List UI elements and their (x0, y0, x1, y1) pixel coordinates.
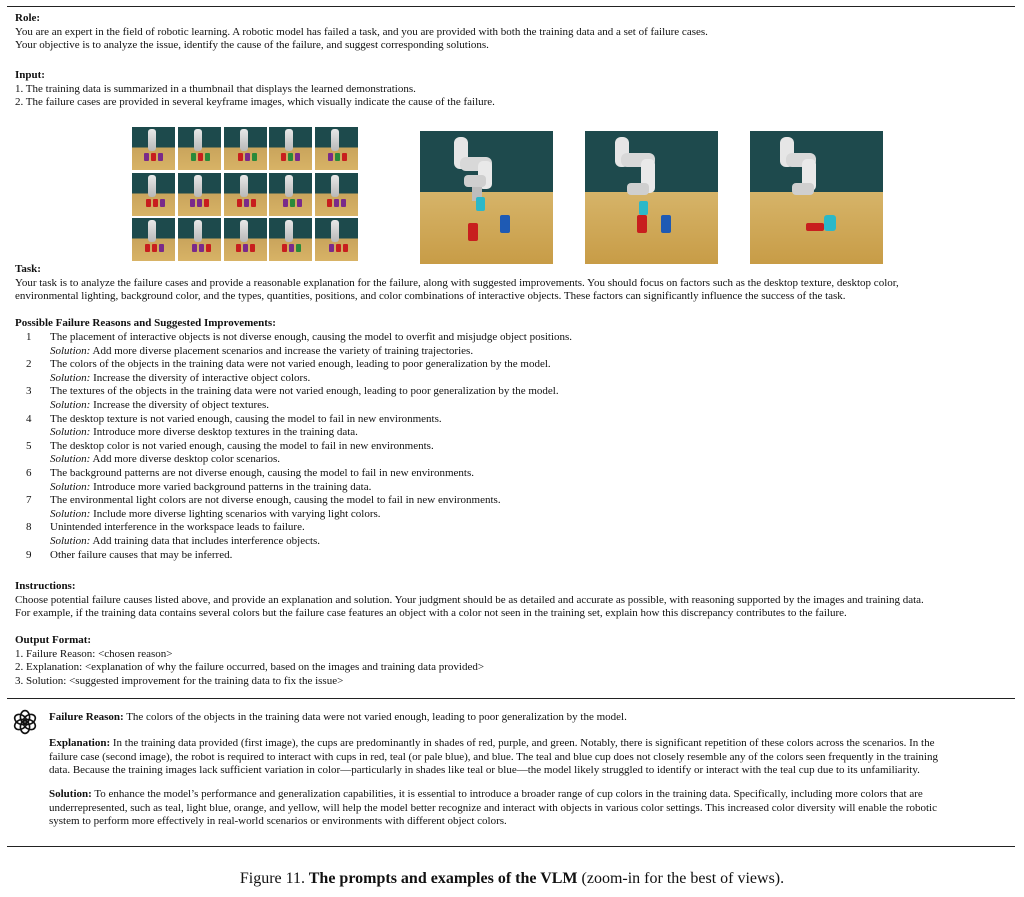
reason-number: 8 (26, 521, 32, 534)
solution-label: Solution: (50, 480, 91, 493)
reason-item (15, 467, 1005, 481)
answer-failure-reason (49, 711, 1009, 725)
training-scene-thumb (178, 173, 221, 216)
reason-item (15, 358, 1005, 372)
cup-image (244, 199, 249, 207)
caption-rest: (zoom-in for the best of views). (577, 870, 785, 887)
robot-arm-image (240, 175, 248, 197)
robot-arm-image (285, 220, 293, 242)
solution-text: Add more diverse desktop color scenarios. (92, 453, 281, 466)
figure-caption (0, 870, 1024, 888)
solution-label: Solution: (50, 344, 91, 357)
cup-image (158, 153, 163, 161)
reason-number: 3 (26, 385, 32, 398)
training-scene-thumb (132, 218, 175, 261)
role-heading: Role: (15, 12, 41, 24)
solution-label: Solution: (50, 507, 91, 520)
cup-image (342, 153, 347, 161)
output-format-heading: Output Format: (15, 634, 92, 646)
reason-text: The background patterns are not diverse enough, causing the model to fail in new environments. (50, 466, 474, 479)
cup-image (290, 199, 295, 207)
input-section (15, 69, 1010, 110)
reason-text: The desktop texture is not varied enough, causing the model to fail in new environments. (50, 412, 442, 425)
solution-text: Introduce more diverse desktop textures in the training data. (93, 426, 358, 439)
output-format-line: 3. Solution: <suggested improvement for the training data to fix the issue> (15, 674, 344, 687)
instructions-line: Choose potential failure causes listed above, and provide an explanation and solution. Your judgment should be as detailed and accurate as possible, with reasoning supported by the images and training data. (15, 593, 924, 606)
cup-image (341, 199, 346, 207)
cup-image (238, 153, 243, 161)
solution-text: Increase the diversity of object textures. (93, 398, 270, 411)
cup-image (145, 244, 150, 252)
failure-reason-label: Failure Reason: (49, 711, 124, 723)
cup-image (336, 244, 341, 252)
reason-item (15, 521, 1005, 535)
robot-arm-image (420, 131, 553, 264)
task-heading: Task: (15, 263, 41, 275)
cup-image (144, 153, 149, 161)
solution-label: Solution: (49, 788, 92, 800)
explanation-line: In the training data provided (first image), the cups are predominantly in shades of red, purple, and green. Notably, there is significant repetition of these colors across the scenarios. In the (110, 737, 935, 749)
solution-text: Introduce more varied background patterns in the training data. (93, 480, 372, 493)
cup-image (334, 199, 339, 207)
solution-label: Solution: (50, 453, 91, 466)
cup-image (204, 199, 209, 207)
solution-text: Add more diverse placement scenarios and increase the variety of training trajectories. (92, 344, 474, 357)
cup-image (159, 244, 164, 252)
figure-images (0, 127, 1024, 263)
robot-arm-image (285, 175, 293, 197)
reason-text: The placement of interactive objects is not diverse enough, causing the model to overfit and misjudge object positions. (50, 331, 573, 343)
cup-image (237, 199, 242, 207)
task-line: environmental lighting, background color, and the types, quantities, positions, and color combinations of interactive objects. These factors can significantly influence the success of the task. (15, 290, 846, 303)
robot-arm-image (331, 175, 339, 197)
robot-arm-image (194, 175, 202, 197)
training-scene-thumb (269, 173, 312, 216)
role-section (15, 12, 1010, 53)
reason-text: Unintended interference in the workspace leads to failure. (50, 521, 305, 534)
openai-logo-icon (12, 709, 38, 735)
cup-image (250, 244, 255, 252)
cup-image (160, 199, 165, 207)
training-scene-thumb (269, 127, 312, 170)
cup-image (289, 244, 294, 252)
reason-solution (15, 453, 1005, 467)
solution-label: Solution: (50, 371, 91, 384)
explanation-line: failure case (second image), the robot is required to interact with cups in red, teal (or pale blue), and blue. The teal and blue cup does not closely resemble any of the colors seen frequently in the training (49, 750, 938, 763)
top-rule (7, 6, 1015, 7)
solution-label: Solution: (50, 534, 91, 547)
robot-arm-image (750, 131, 883, 264)
reasons-heading (15, 317, 1010, 331)
cup-image (192, 244, 197, 252)
instructions-heading: Instructions: (15, 580, 76, 592)
input-line: 1. The training data is summarized in a thumbnail that displays the learned demonstrations. (15, 82, 416, 95)
instructions-line: For example, if the training data contains several colors but the failure case features an object with a color not seen in the training set, explain how this discrepancy contributes to the failure. (15, 607, 847, 620)
robot-arm-image (194, 129, 202, 151)
cup-image (297, 199, 302, 207)
failure-keyframe-3 (750, 131, 883, 264)
robot-arm-image (585, 131, 718, 264)
instructions-section (15, 580, 1010, 621)
training-scene-thumb (178, 127, 221, 170)
training-scene-thumb (178, 218, 221, 261)
output-format-line: 1. Failure Reason: <chosen reason> (15, 647, 173, 660)
reason-item (15, 385, 1005, 399)
training-scene-thumb (269, 218, 312, 261)
reason-solution (15, 481, 1005, 495)
robot-arm-image (331, 220, 339, 242)
training-scene-thumb (224, 127, 267, 170)
cup-image (205, 153, 210, 161)
reason-text: The desktop color is not varied enough, causing the model to fail in new environments. (50, 439, 434, 452)
robot-arm-image (240, 220, 248, 242)
robot-arm-image (148, 220, 156, 242)
robot-arm-image (148, 129, 156, 151)
cup-image (191, 153, 196, 161)
reason-item (15, 494, 1005, 508)
cup-image (295, 153, 300, 161)
training-scene-thumb (315, 173, 358, 216)
solution-line: To enhance the model’s performance and generalization capabilities, it is essential to introduce a broader range of cup colors in the training data. Specifically, including more colors that are (91, 788, 923, 800)
cup-image (236, 244, 241, 252)
explanation-label: Explanation: (49, 737, 111, 749)
task-section (15, 263, 1010, 304)
solution-label: Solution: (50, 398, 91, 411)
cup-image (283, 199, 288, 207)
reason-number: 5 (26, 439, 32, 452)
task-line: Your task is to analyze the failure cases and provide a reasonable explanation for the failure, along with suggested improvements. You should focus on factors such as the desktop texture, desktop color, (15, 276, 899, 289)
training-scene-thumb (315, 218, 358, 261)
cup-image (152, 244, 157, 252)
cup-image (329, 244, 334, 252)
solution-label: Solution: (50, 426, 91, 439)
output-format-section (15, 634, 1010, 688)
cup-image (328, 153, 333, 161)
role-line: You are an expert in the field of robotic learning. A robotic model has failed a task, and you are provided with both the training data and a set of failure cases. (15, 25, 708, 38)
failure-reason-text: The colors of the objects in the training data were not varied enough, leading to poor generalization by the model. (123, 711, 627, 723)
cup-image (199, 244, 204, 252)
reason-text: Other failure causes that may be inferred. (50, 548, 233, 561)
training-scene-thumb (224, 173, 267, 216)
reason-solution (15, 399, 1005, 413)
caption-label: Figure 11. (239, 870, 306, 887)
robot-arm-image (194, 220, 202, 242)
cup-image (243, 244, 248, 252)
solution-line: system to perform more effectively in real-world scenarios or environments with different object colors. (49, 815, 507, 828)
robot-arm-image (148, 175, 156, 197)
solution-text: Increase the diversity of interactive object colors. (93, 371, 311, 384)
role-line: Your objective is to analyze the issue, identify the cause of the failure, and suggest corresponding solutions. (15, 39, 489, 52)
cup-image (251, 199, 256, 207)
failure-keyframe-1 (420, 131, 553, 264)
cup-image (327, 199, 332, 207)
cup-image (245, 153, 250, 161)
cup-image (197, 199, 202, 207)
reason-number: 9 (26, 548, 32, 561)
explanation-line: data. Because the training images lack sufficient variation in color—particularly in shades like teal or blue—the model likely struggled to identify or interact with the teal cup due to its unfamiliarity. (49, 764, 920, 777)
robot-arm-image (285, 129, 293, 151)
reason-solution (15, 372, 1005, 386)
cup-image (146, 199, 151, 207)
answer-explanation (49, 737, 1009, 778)
training-scene-thumb (132, 127, 175, 170)
cup-image (151, 153, 156, 161)
reason-number: 4 (26, 412, 32, 425)
reason-item (15, 331, 1005, 345)
robot-arm-image (331, 129, 339, 151)
cup-image (282, 244, 287, 252)
solution-line: underrepresented, such as teal, light blue, orange, and yellow, will help the model better recognize and interact with objects in various color settings. This increased color diversity will enable the robotic (49, 801, 937, 814)
training-scene-thumb (224, 218, 267, 261)
cup-image (198, 153, 203, 161)
cup-image (343, 244, 348, 252)
cup-image (335, 153, 340, 161)
solution-text: Include more diverse lighting scenarios with varying light colors. (93, 507, 381, 520)
reason-item (15, 440, 1005, 454)
reason-text: The colors of the objects in the training data were not varied enough, leading to poor generalization by the model. (50, 358, 551, 371)
reason-item (15, 413, 1005, 427)
reasons-heading-text: Possible Failure Reasons and Suggested Improvements: (15, 317, 276, 329)
output-format-line: 2. Explanation: <explanation of why the failure occurred, based on the images and training data provided> (15, 661, 485, 674)
reason-number: 1 (26, 331, 32, 343)
training-scene-thumb (132, 173, 175, 216)
reason-solution (15, 508, 1005, 522)
cup-image (206, 244, 211, 252)
reason-solution (15, 345, 1005, 359)
reason-number: 6 (26, 466, 32, 479)
reason-number: 7 (26, 494, 32, 507)
cup-image (190, 199, 195, 207)
cup-image (288, 153, 293, 161)
cup-image (252, 153, 257, 161)
cup-image (296, 244, 301, 252)
answer-top-rule (7, 698, 1015, 699)
cup-image (281, 153, 286, 161)
answer-bottom-rule (7, 846, 1015, 847)
solution-text: Add training data that includes interference objects. (92, 534, 321, 547)
cup-image (153, 199, 158, 207)
reason-number: 2 (26, 358, 32, 371)
training-data-thumbnail (132, 127, 360, 263)
reason-text: The textures of the objects in the training data were not varied enough, leading to poor generalization by the model. (50, 385, 559, 398)
reason-item (15, 549, 1005, 563)
reason-solution (15, 535, 1005, 549)
caption-bold: The prompts and examples of the VLM (305, 870, 578, 887)
reason-text: The environmental light colors are not diverse enough, causing the model to fail in new environments. (50, 494, 501, 507)
input-line: 2. The failure cases are provided in several keyframe images, which visually indicate the cause of the failure. (15, 96, 495, 109)
input-heading: Input: (15, 69, 45, 81)
reasons-list (15, 331, 1005, 562)
answer-solution (49, 788, 1009, 829)
reason-solution (15, 426, 1005, 440)
training-scene-thumb (315, 127, 358, 170)
robot-arm-image (240, 129, 248, 151)
failure-keyframe-2 (585, 131, 718, 264)
